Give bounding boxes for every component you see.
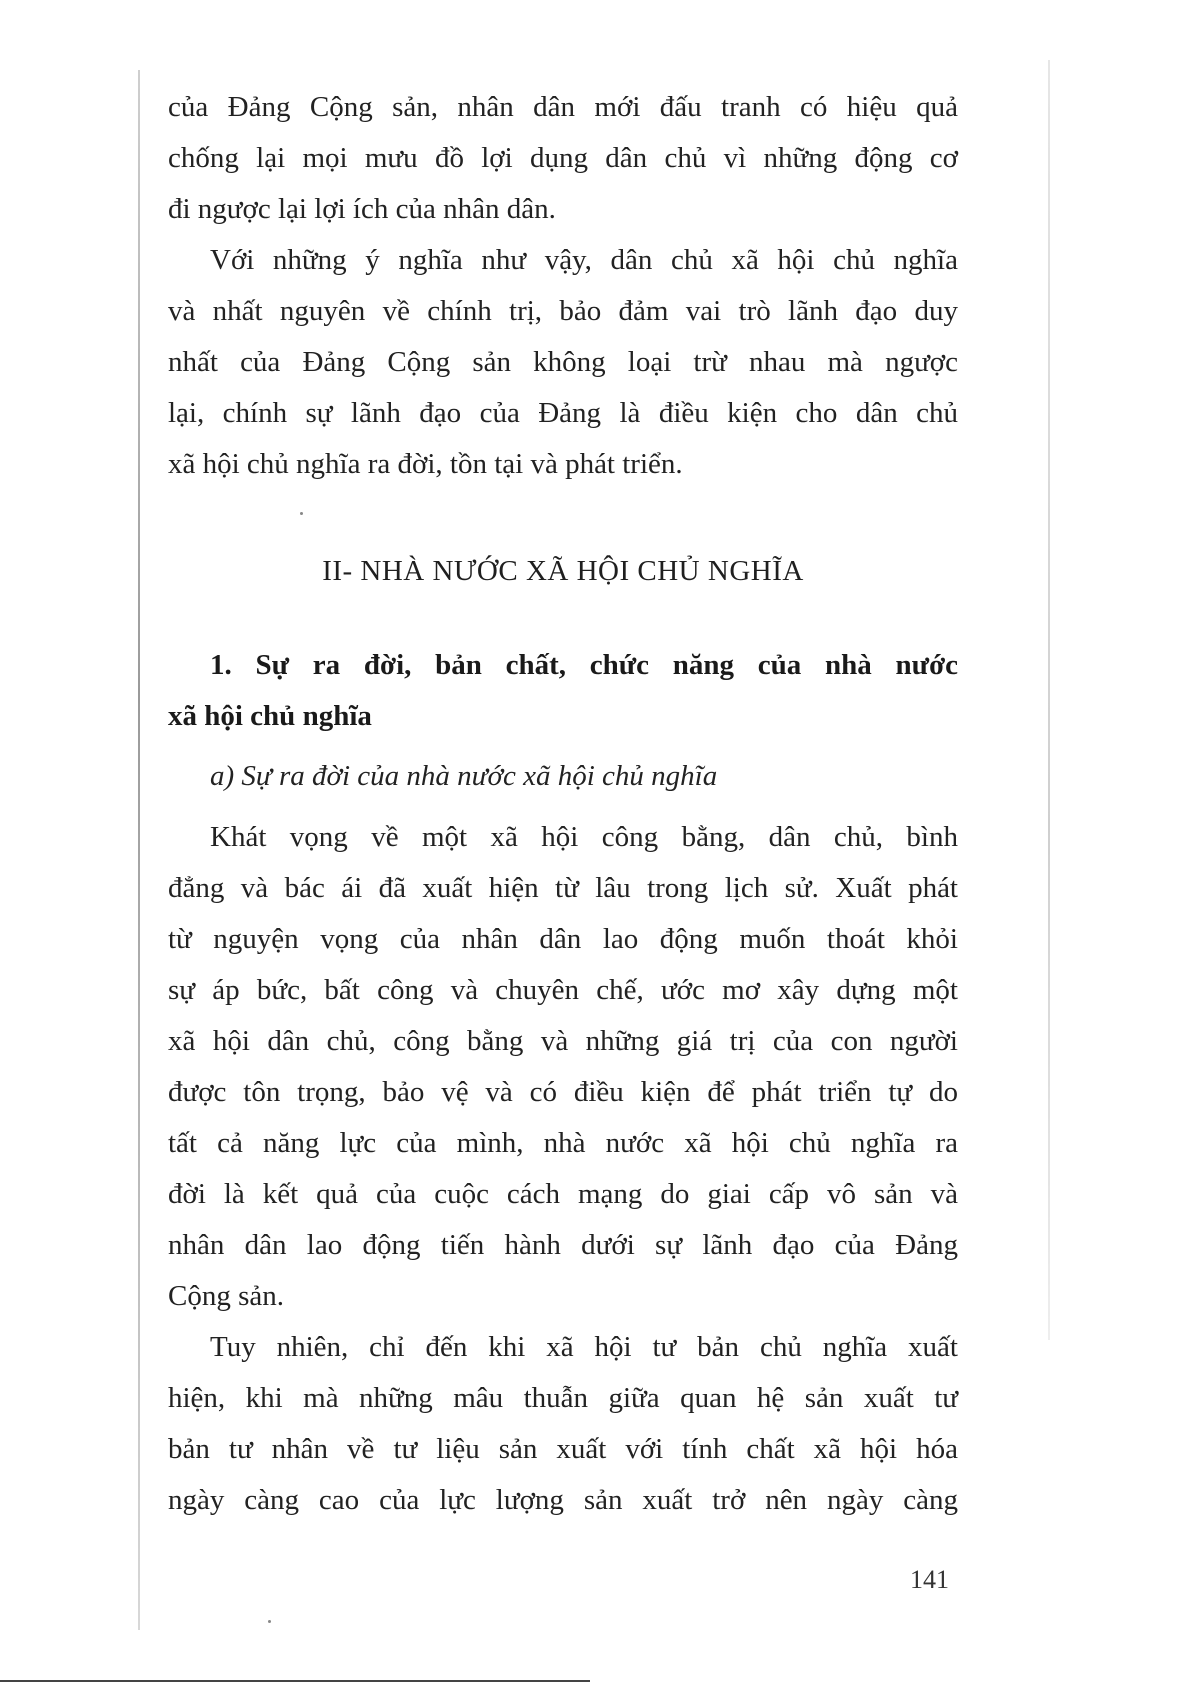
text-line: Tuy nhiên, chỉ đến khi xã hội tư bản chủ nghĩa xuất (210, 1331, 958, 1363)
text-line: tất cả năng lực của mình, nhà nước xã hội chủ nghĩa ra (168, 1127, 958, 1159)
text-line: hiện, khi mà những mâu thuẫn giữa quan hệ sản xuất tư (168, 1382, 958, 1414)
text-line: và nhất nguyên về chính trị, bảo đảm vai trò lãnh đạo duy (168, 295, 958, 327)
text-line: từ nguyện vọng của nhân dân lao động muốn thoát khỏi (168, 923, 958, 955)
scan-bottom-rule (0, 1680, 590, 1682)
text-line: lại, chính sự lãnh đạo của Đảng là điều kiện cho dân chủ (168, 397, 958, 429)
page-number: 141 (910, 1565, 949, 1594)
subsection-heading-line: 1. Sự ra đời, bản chất, chức năng của nhà nước (210, 649, 958, 681)
paragraph-continuation (168, 82, 958, 235)
text-line: đẳng và bác ái đã xuất hiện từ lâu trong lịch sử. Xuất phát (168, 872, 958, 904)
top-text-block (168, 82, 958, 490)
text-line: của Đảng Cộng sản, nhân dân mới đấu tranh có hiệu quả (168, 91, 958, 123)
text-line: Khát vọng về một xã hội công bằng, dân chủ, bình (210, 821, 958, 853)
text-line: sự áp bức, bất công và chuyên chế, ước mơ xây dựng một (168, 974, 958, 1006)
scan-page-edge-right (1048, 60, 1050, 1340)
subsection-heading (168, 640, 958, 742)
subsection-heading-line: xã hội chủ nghĩa (168, 700, 372, 732)
paragraph-origin (168, 812, 958, 1322)
paragraph-conclusion (168, 235, 958, 490)
section-heading: II- NHÀ NƯỚC XÃ HỘI CHỦ NGHĨA (322, 555, 804, 587)
text-line: Với những ý nghĩa như vậy, dân chủ xã hội chủ nghĩa (210, 244, 958, 276)
text-line: Cộng sản. (168, 1280, 284, 1312)
text-line: được tôn trọng, bảo vệ và có điều kiện để phát triển tự do (168, 1076, 958, 1108)
text-line: chống lại mọi mưu đồ lợi dụng dân chủ vì những động cơ (168, 142, 958, 174)
text-line: xã hội dân chủ, công bằng và những giá trị của con người (168, 1025, 958, 1057)
text-line: xã hội chủ nghĩa ra đời, tồn tại và phát triển. (168, 448, 683, 480)
text-line: bản tư nhân về tư liệu sản xuất với tính chất xã hội hóa (168, 1433, 958, 1465)
bottom-text-block (168, 812, 958, 1526)
text-line: ngày càng cao của lực lượng sản xuất trở nên ngày càng (168, 1484, 958, 1516)
text-line: đời là kết quả của cuộc cách mạng do giai cấp vô sản và (168, 1178, 958, 1210)
text-line: đi ngược lại lợi ích của nhân dân. (168, 193, 556, 225)
text-line: nhân dân lao động tiến hành dưới sự lãnh đạo của Đảng (168, 1229, 958, 1261)
italic-subheading: a) Sự ra đời của nhà nước xã hội chủ nghĩa (210, 760, 718, 792)
scan-speck (300, 512, 303, 515)
scan-speck (268, 1620, 271, 1623)
paragraph-capitalism (168, 1322, 958, 1526)
scan-page-edge-left (138, 70, 140, 1630)
text-line: nhất của Đảng Cộng sản không loại trừ nhau mà ngược (168, 346, 958, 378)
